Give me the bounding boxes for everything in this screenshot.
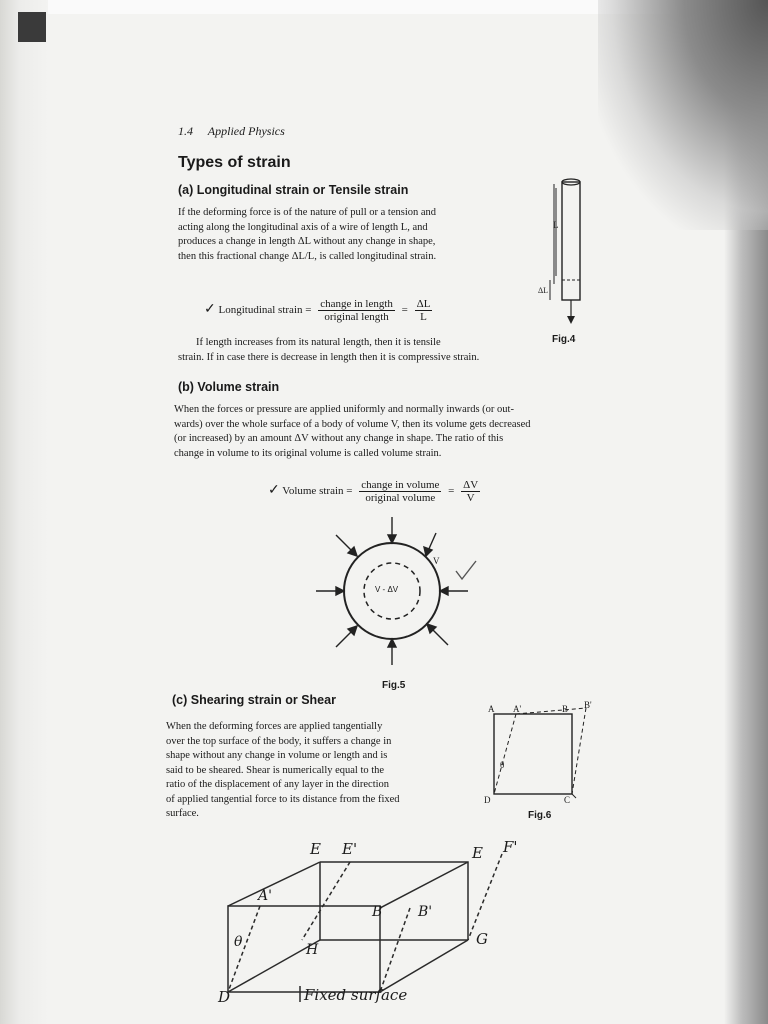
label-A: A [488, 704, 495, 714]
running-title: Applied Physics [207, 124, 285, 138]
hand-label-F: E [472, 844, 483, 862]
hand-label-F-prime: F' [503, 838, 518, 856]
scan-shadow-mark [18, 12, 46, 42]
scan-edge-left [0, 0, 48, 1024]
fraction-denominator: original length [324, 311, 389, 323]
text-line: acting along the longitudinal axis of a wire of length L, and [178, 221, 428, 233]
paragraph-volume [174, 403, 606, 461]
text-line: shape without any change in volume or length and is [166, 750, 388, 761]
fraction [318, 298, 395, 323]
hand-label-H: H [306, 942, 319, 958]
hand-label-theta: θ [234, 934, 243, 950]
formula-longitudinal-strain: ✓ Longitudinal strain = $\frac{\text{change in length}}{\text{original length}}$ = $\frac{\Delta L}{L}$ [204, 298, 431, 323]
section-title: Types of strain [178, 154, 291, 171]
text-line: produces a change in length ΔL without any change in shape, [178, 236, 436, 247]
fraction-numerator: change in volume [361, 479, 440, 491]
text-line: change in volume to its original volume is called volume strain. [174, 447, 442, 459]
text-line: over the top surface of the body, it suffers a change in [166, 735, 392, 747]
text-line: said to be sheared. Shear is numerically equal to the [166, 764, 385, 776]
label-B: B [562, 704, 569, 714]
paragraph-tensile-compressive [178, 336, 548, 365]
scan-corner-shadow [598, 0, 768, 230]
formula-volume-strain: ✓ Volume strain = $\frac{\text{change in volume}}{\text{original volume}}$ = $\frac{\Delta V}{V}$ [268, 479, 479, 504]
hand-label-G: G [476, 930, 488, 948]
text-line: strain. If in case there is decrease in length then it is compressive strain. [178, 351, 480, 363]
hand-label-E-prime: E' [342, 840, 358, 858]
label-D: D [484, 795, 491, 805]
fraction-numerator: ΔL [416, 298, 431, 310]
text-line: then this fractional change ΔL/L, is called longitudinal strain. [178, 250, 437, 262]
equals-sign: = [448, 485, 455, 498]
hand-label-B: B [372, 904, 383, 920]
fraction [415, 298, 433, 323]
fraction-denominator: original volume [365, 492, 436, 504]
label-B-prime: B' [584, 700, 592, 710]
formula-label: Volume strain = [282, 485, 353, 498]
heading-longitudinal-strain: (a) Longitudinal strain or Tensile strain [178, 183, 409, 197]
fraction-numerator: change in length [320, 298, 393, 310]
label-reduced-volume: V - ΔV [375, 585, 399, 594]
paragraph-longitudinal [178, 206, 500, 264]
paragraph-shear [166, 720, 464, 822]
figure-5-caption: Fig.5 [382, 680, 406, 691]
fraction-denominator: V [466, 492, 475, 504]
label-C: C [564, 795, 571, 805]
hand-label-fixed-surface: Fixed surface [304, 986, 408, 1004]
label-outer-volume: V [433, 556, 440, 566]
label-length: L [553, 220, 559, 230]
formula-label: Longitudinal strain = [218, 304, 312, 317]
heading-shearing-strain: (c) Shearing strain or Shear [172, 693, 336, 707]
figure-4-caption: Fig.4 [552, 334, 576, 345]
hand-label-E: E [310, 840, 321, 858]
text-line: wards) over the whole surface of a body of volume V, then its volume gets decreased [174, 418, 531, 430]
fraction-numerator: ΔV [463, 479, 479, 491]
fraction [461, 479, 480, 504]
running-header [178, 124, 285, 139]
label-theta: θ [500, 760, 505, 770]
text-line: of applied tangential force to its distance from the fixed [166, 793, 400, 805]
text-line: If length increases from its natural length, then it is tensile [196, 337, 441, 348]
handwritten-shear-sketch [210, 840, 540, 1010]
figure-5-volume-diagram [310, 515, 480, 675]
text-line: (or increased) by an amount ΔV without any change in shape. The ratio of this [174, 433, 504, 444]
heading-volume-strain: (b) Volume strain [178, 380, 280, 394]
text-line: surface. [166, 808, 199, 819]
hand-label-A-prime: A' [258, 888, 272, 904]
fraction [359, 479, 441, 504]
label-delta-length: ΔL [538, 286, 549, 295]
text-line: ratio of the displacement of any layer in the direction [166, 779, 390, 790]
hand-label-D: D [218, 988, 231, 1006]
page-number: 1.4 [178, 124, 193, 138]
figure-6-caption: Fig.6 [528, 810, 552, 821]
hand-label-B-prime: B' [418, 904, 433, 920]
text-line: If the deforming force is of the nature of pull or a tension and [178, 207, 437, 218]
fraction-denominator: L [420, 311, 427, 323]
text-line: When the forces or pressure are applied uniformly and normally inwards (or out- [174, 404, 514, 415]
figure-6-shear-diagram [486, 700, 596, 810]
figure-4-wire-diagram [540, 176, 600, 336]
equals-sign: = [401, 304, 408, 317]
text-line: When the deforming forces are applied tangentially [166, 721, 383, 732]
label-A-prime: A' [513, 704, 522, 714]
